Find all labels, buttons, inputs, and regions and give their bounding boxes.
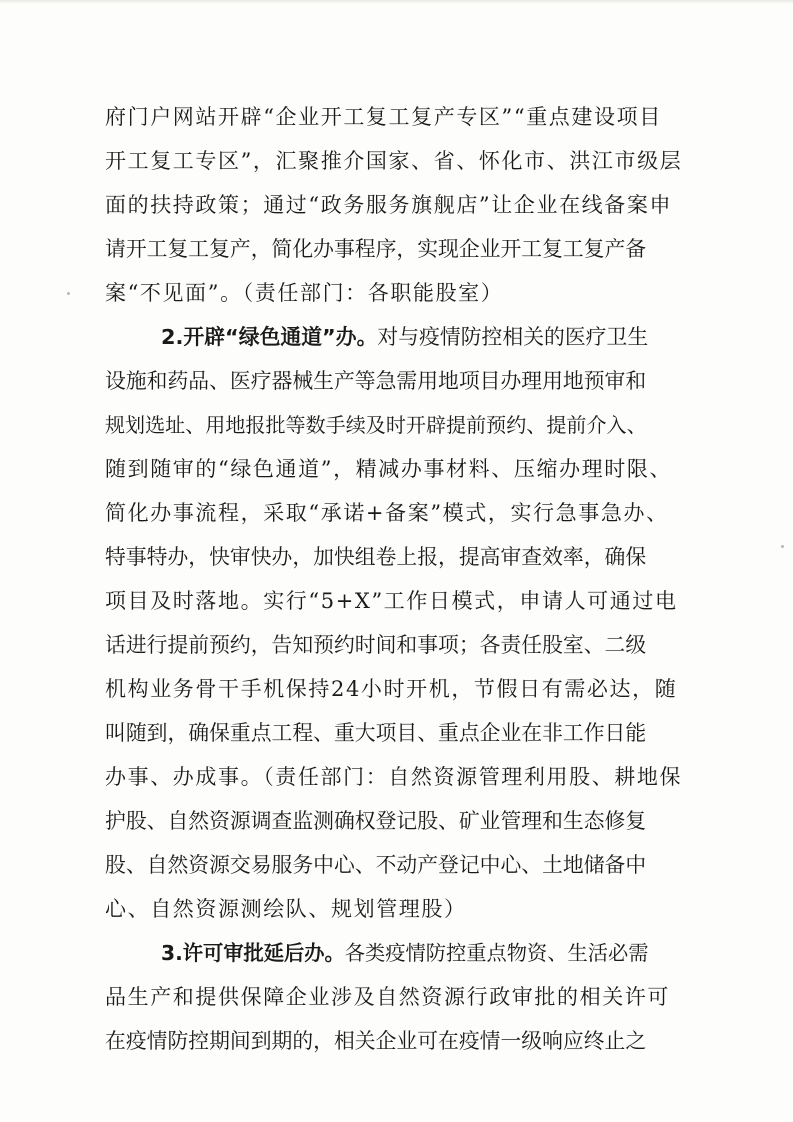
paragraph-line: 护股、自然资源调查监测确权登记股、矿业管理和生态修复 bbox=[105, 809, 647, 833]
paragraph-line: 设施和药品、医疗器械生产等急需用地项目办理用地预审和 bbox=[105, 369, 647, 393]
paragraph-line: 机构业务骨干手机保持24小时开机，节假日有需必达，随 bbox=[105, 677, 678, 701]
paragraph-line: 府门户网站开辟“企业开工复工复产专区”“重点建设项目 bbox=[105, 105, 662, 129]
paragraph-line: 简化办事流程，采取“承诺+备案”模式，实行急事急办、 bbox=[105, 501, 669, 525]
scan-speck bbox=[67, 292, 70, 295]
paragraph-line: 办事、办成事。（责任部门：自然资源管理利用股、耕地保 bbox=[105, 765, 683, 789]
section-2-text: 对与疫情防控相关的医疗卫生 bbox=[377, 325, 649, 349]
section-2-heading: 2.开辟“绿色通道”办。 bbox=[161, 325, 378, 349]
paragraph-line: 心、自然资源测绘队、规划管理股） bbox=[105, 897, 467, 921]
paragraph-line: 请开工复工复产，简化办事程序，实现企业开工复工复产备 bbox=[105, 237, 647, 261]
paragraph-line: 项目及时落地。实行“5+X”工作日模式，申请人可通过电 bbox=[105, 589, 678, 613]
scan-edge bbox=[0, 0, 793, 4]
paragraph-line: 案“不见面”。（责任部门：各职能股室） bbox=[105, 281, 504, 305]
paragraph-line: 品生产和提供保障企业涉及自然资源行政审批的相关许可 bbox=[105, 985, 670, 1009]
section-3-text: 各类疫情防控重点物资、生活必需 bbox=[344, 941, 649, 965]
paragraph-line: 叫随到，确保重点工程、重大项目、重点企业在非工作日能 bbox=[105, 721, 647, 745]
paragraph-line: 面的扶持政策；通过“政务服务旗舰店”让企业在线备案申 bbox=[105, 193, 673, 217]
paragraph-line: 在疫情防控期间到期的，相关企业可在疫情一级响应终止之 bbox=[105, 1029, 647, 1053]
section-2-first-line bbox=[161, 322, 648, 352]
scan-speck bbox=[781, 545, 784, 548]
section-3-heading: 3.许可审批延后办。 bbox=[161, 941, 345, 965]
paragraph-line: 规划选址、用地报批等数手续及时开辟提前预约、提前介入、 bbox=[105, 413, 647, 437]
paragraph-line: 话进行提前预约，告知预约时间和事项；各责任股室、二级 bbox=[105, 633, 647, 657]
section-3-first-line bbox=[161, 938, 649, 968]
paragraph-line: 特事特办，快审快办，加快组卷上报，提高审查效率，确保 bbox=[105, 545, 647, 569]
paragraph-line: 股、自然资源交易服务中心、不动产登记中心、土地储备中 bbox=[105, 853, 647, 877]
paragraph-line: 随到随审的“绿色通道”，精减办事材料、压缩办理时限、 bbox=[105, 457, 673, 481]
paragraph-line: 开工复工专区”，汇聚推介国家、省、怀化市、洪江市级层 bbox=[105, 149, 683, 173]
